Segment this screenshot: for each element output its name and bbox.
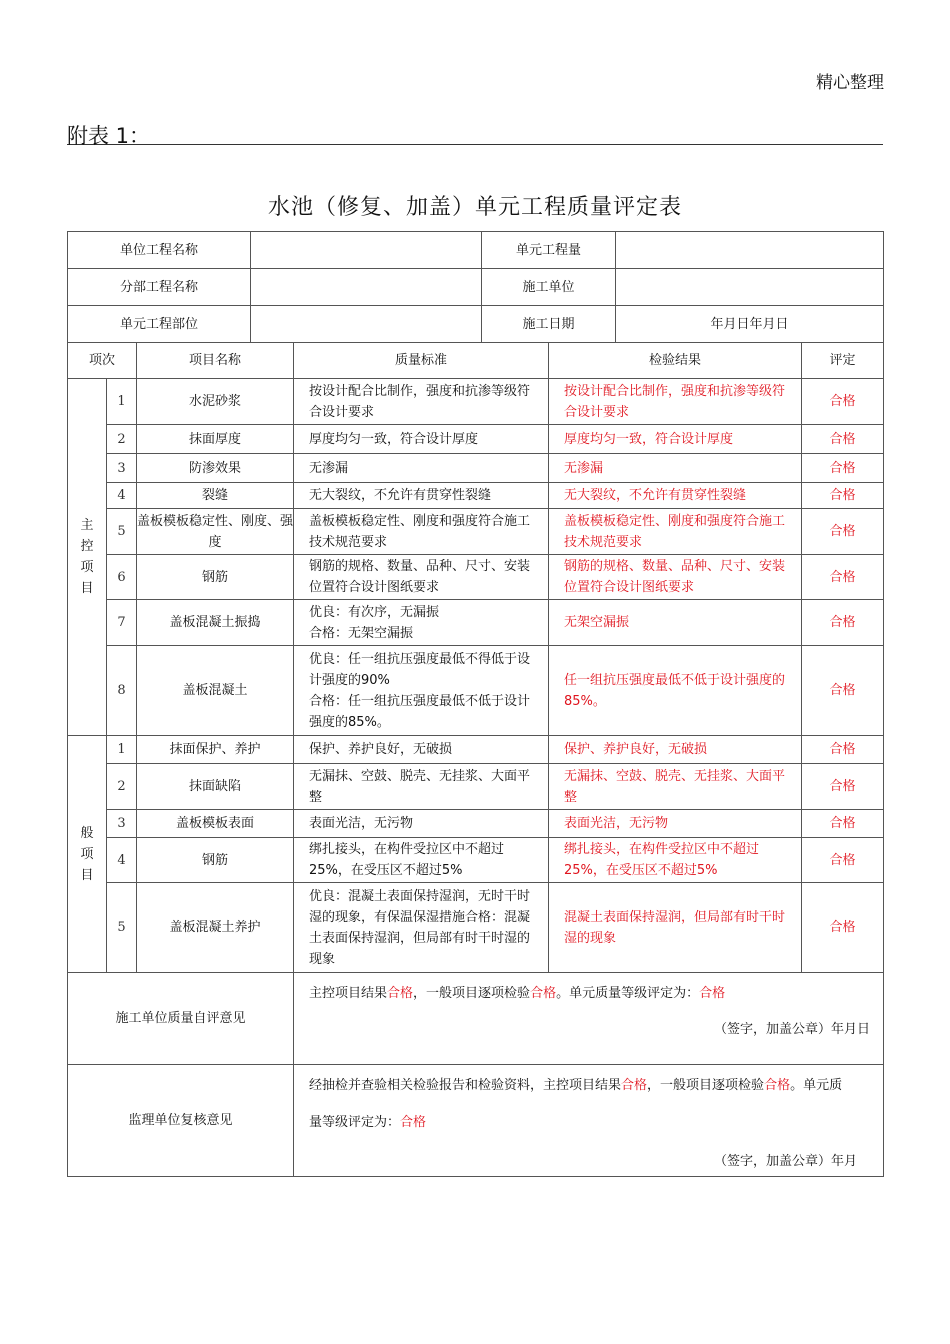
- supervisor-opinion[interactable]: [294, 1065, 884, 1177]
- standard-line: 优良：任一组抗压强度最低不得低于设计强度的90%: [309, 651, 531, 688]
- item-result: 表面光洁，无污物: [549, 810, 802, 838]
- col-header-result: 检验结果: [549, 343, 802, 379]
- item-rating: 合格: [802, 883, 884, 973]
- construction-unit-value[interactable]: [616, 269, 884, 306]
- item-no: 2: [107, 425, 137, 454]
- supervisor-text-line2: 量等级评定为：合格: [309, 1115, 427, 1130]
- standard-line: 合格：任一组抗压强度最低不低于设计强度的85%。: [309, 693, 531, 730]
- item-rating: 合格: [802, 483, 884, 509]
- item-rating: 合格: [802, 736, 884, 764]
- col-header-standard: 质量标准: [294, 343, 549, 379]
- unit-project-name-value[interactable]: [251, 232, 482, 269]
- table-row: [68, 379, 884, 425]
- item-result: 混凝土表面保持湿润，但局部有时干时湿的现象: [549, 883, 802, 973]
- construction-unit-label: 施工单位: [482, 269, 616, 306]
- table-row: [68, 483, 884, 509]
- appendix-label: 附表 1：: [67, 120, 883, 145]
- sub-project-name-value[interactable]: [251, 269, 482, 306]
- self-eval-general-result: 合格: [530, 986, 557, 1001]
- item-name: 抹面缺陷: [137, 764, 294, 810]
- item-name: 盖板模板稳定性、刚度、强度: [137, 509, 294, 555]
- item-standard: 钢筋的规格、数量、品种、尺寸、安装位置符合设计图纸要求: [294, 555, 549, 600]
- item-result: 保护、养护良好，无破损: [549, 736, 802, 764]
- header-right-text: 精心整理: [816, 73, 884, 93]
- item-name: 钢筋: [137, 555, 294, 600]
- item-name: 防渗效果: [137, 454, 294, 483]
- group-label-main: 主 控 项 目: [68, 379, 107, 736]
- self-eval-row: [68, 973, 884, 1065]
- item-result: 无架空漏振: [549, 600, 802, 646]
- table-row: [68, 883, 884, 973]
- item-name: 抹面保护、养护: [137, 736, 294, 764]
- item-no: 6: [107, 555, 137, 600]
- self-eval-opinion[interactable]: [294, 973, 884, 1065]
- item-no: 3: [107, 454, 137, 483]
- item-standard: 表面光洁，无污物: [294, 810, 549, 838]
- item-no: 1: [107, 379, 137, 425]
- item-no: 4: [107, 838, 137, 883]
- item-name: 盖板混凝土养护: [137, 883, 294, 973]
- item-name: 钢筋: [137, 838, 294, 883]
- item-result: 按设计配合比制作，强度和抗渗等级符合设计要求: [549, 379, 802, 425]
- item-result: 钢筋的规格、数量、品种、尺寸、安装位置符合设计图纸要求: [549, 555, 802, 600]
- unit-project-name-label: 单位工程名称: [68, 232, 251, 269]
- unit-position-label: 单元工程部位: [68, 306, 251, 343]
- item-rating: 合格: [802, 509, 884, 555]
- item-name: 盖板模板表面: [137, 810, 294, 838]
- item-result: 盖板模板稳定性、刚度和强度符合施工技术规范要求: [549, 509, 802, 555]
- item-name: 盖板混凝土: [137, 646, 294, 736]
- unit-position-value[interactable]: [251, 306, 482, 343]
- item-name: 抹面厚度: [137, 425, 294, 454]
- item-no: 8: [107, 646, 137, 736]
- construction-date-label: 施工日期: [482, 306, 616, 343]
- evaluation-table: [67, 342, 884, 1177]
- item-no: 2: [107, 764, 137, 810]
- col-header-rating: 评定: [802, 343, 884, 379]
- group-label-general: 般 项 目: [68, 736, 107, 973]
- table-row: [68, 509, 884, 555]
- item-no: 5: [107, 883, 137, 973]
- col-header-item-name: 项目名称: [137, 343, 294, 379]
- self-eval-text: 主控项目结果合格，一般项目逐项检验合格。单元质量等级评定为：合格: [309, 986, 726, 1001]
- item-no: 1: [107, 736, 137, 764]
- supervisor-general-result: 合格: [764, 1078, 791, 1093]
- supervisor-grade: 合格: [400, 1115, 427, 1130]
- self-eval-signature: （签字，加盖公章）年月日: [714, 1022, 871, 1037]
- item-result: 无大裂纹，不允许有贯穿性裂缝: [549, 483, 802, 509]
- item-no: 4: [107, 483, 137, 509]
- item-no: 5: [107, 509, 137, 555]
- item-rating: 合格: [802, 379, 884, 425]
- item-no: 7: [107, 600, 137, 646]
- item-standard: 无渗漏: [294, 454, 549, 483]
- supervisor-signature: （签字，加盖公章）年月: [714, 1154, 858, 1169]
- item-no: 3: [107, 810, 137, 838]
- item-standard: 盖板模板稳定性、刚度和强度符合施工技术规范要求: [294, 509, 549, 555]
- item-standard: [294, 646, 549, 736]
- item-rating: 合格: [802, 646, 884, 736]
- standard-line: 合格：无架空漏振: [309, 625, 414, 641]
- sub-project-name-label: 分部工程名称: [68, 269, 251, 306]
- item-rating: 合格: [802, 600, 884, 646]
- supervisor-row: [68, 1065, 884, 1177]
- item-result: 无渗漏: [549, 454, 802, 483]
- item-standard: 按设计配合比制作，强度和抗渗等级符合设计要求: [294, 379, 549, 425]
- supervisor-main-result: 合格: [621, 1078, 648, 1093]
- unit-quantity-value[interactable]: [616, 232, 884, 269]
- item-result: 厚度均匀一致，符合设计厚度: [549, 425, 802, 454]
- item-rating: 合格: [802, 454, 884, 483]
- document-title: 水池（修复、加盖）单元工程质量评定表: [267, 195, 682, 220]
- item-name: 盖板混凝土振捣: [137, 600, 294, 646]
- item-rating: 合格: [802, 810, 884, 838]
- self-eval-label: 施工单位质量自评意见: [68, 973, 294, 1065]
- table-row: [68, 646, 884, 736]
- table-row: [68, 454, 884, 483]
- item-result: 无漏抹、空鼓、脱壳、无挂浆、大面平整: [549, 764, 802, 810]
- self-eval-main-result: 合格: [387, 986, 414, 1001]
- item-name: 水泥砂浆: [137, 379, 294, 425]
- table-row: [68, 810, 884, 838]
- col-header-item-no: 项次: [68, 343, 137, 379]
- supervisor-label: 监理单位复核意见: [68, 1065, 294, 1177]
- item-standard: 优良：混凝土表面保持湿润，无时干时湿的现象，有保温保湿措施合格：混凝土表面保持湿润，但局部有时干时湿的现象: [294, 883, 549, 973]
- table-row: [68, 555, 884, 600]
- table-row: [68, 764, 884, 810]
- item-rating: 合格: [802, 555, 884, 600]
- item-rating: 合格: [802, 764, 884, 810]
- table-row: [68, 425, 884, 454]
- item-name: 裂缝: [137, 483, 294, 509]
- info-table: [67, 231, 884, 343]
- unit-quantity-label: 单元工程量: [482, 232, 616, 269]
- item-rating: 合格: [802, 838, 884, 883]
- item-standard: 绑扎接头，在构件受拉区中不超过25%，在受压区不超过5%: [294, 838, 549, 883]
- item-standard: [294, 600, 549, 646]
- table-row: [68, 838, 884, 883]
- item-rating: 合格: [802, 425, 884, 454]
- supervisor-text: 经抽检并查验相关检验报告和检验资料，主控项目结果合格，一般项目逐项检验合格。单元质: [309, 1078, 843, 1093]
- item-standard: 厚度均匀一致，符合设计厚度: [294, 425, 549, 454]
- item-result: 绑扎接头，在构件受拉区中不超过25%，在受压区不超过5%: [549, 838, 802, 883]
- table-row: [68, 736, 884, 764]
- item-result: 任一组抗压强度最低不低于设计强度的85%。: [549, 646, 802, 736]
- item-standard: 无漏抹、空鼓、脱壳、无挂浆、大面平整: [294, 764, 549, 810]
- standard-line: 优良：有次序，无漏振: [309, 604, 440, 620]
- table-row: [68, 600, 884, 646]
- construction-date-value[interactable]: 年月日年月日: [616, 306, 884, 343]
- item-standard: 无大裂纹，不允许有贯穿性裂缝: [294, 483, 549, 509]
- self-eval-grade: 合格: [699, 986, 726, 1001]
- item-standard: 保护、养护良好，无破损: [294, 736, 549, 764]
